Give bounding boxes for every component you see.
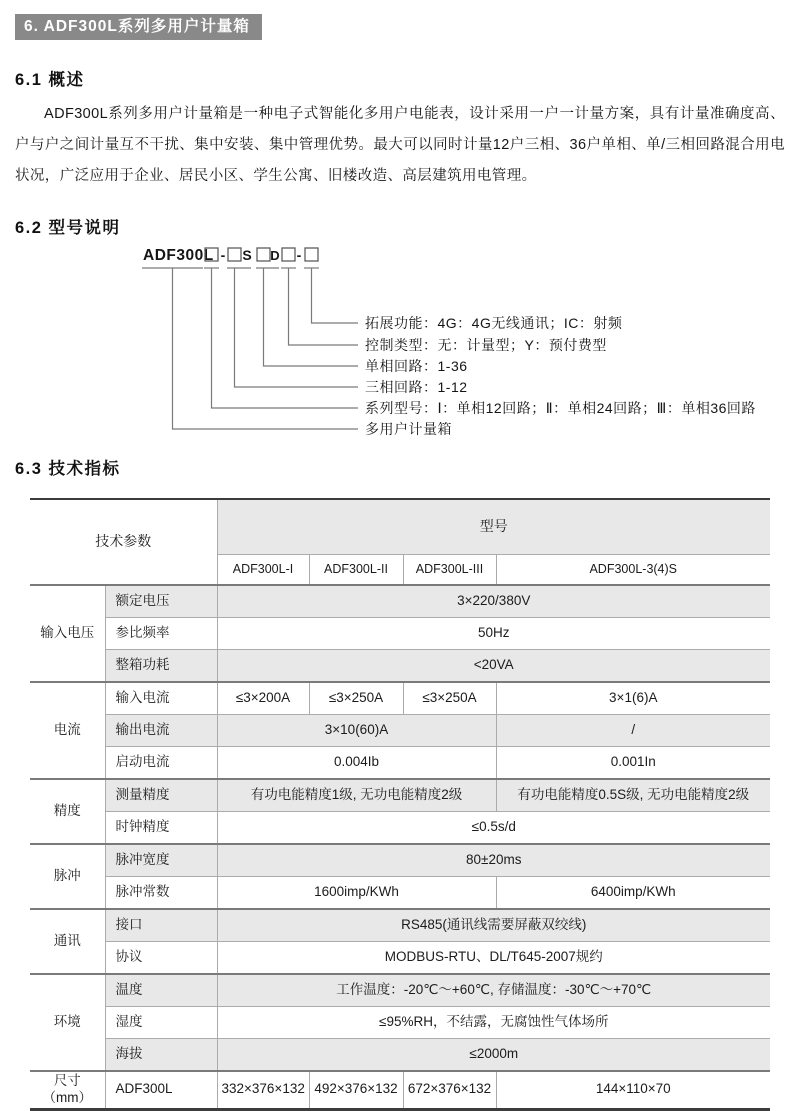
label-expansion-function: 拓展功能：4G：4G无线通讯；IC：射频 [365,315,623,332]
spec-value: 3×220/380V [217,585,770,618]
spec-value: 3×1(6)A [496,682,770,715]
spec-value: 1600imp/KWh [217,877,496,910]
spec-value: 有功电能精度1级, 无功电能精度2级 [217,779,496,812]
model-name-cell: ADF300L-3(4)S [496,555,770,586]
model-dash-1: - [220,247,226,264]
spec-value: / [496,715,770,747]
model-dash-2: - [296,247,302,264]
param-label: 测量精度 [105,779,217,812]
label-multi-user-box: 多用户计量箱 [365,421,452,438]
corner-header-cell: 技术参数 [30,499,217,585]
param-label: 海拔 [105,1039,217,1072]
table-header-row [30,499,770,555]
table-row [30,715,770,747]
model-placeholder-box-5 [305,248,318,261]
spec-value: ≤0.5s/d [217,812,770,845]
spec-table [30,498,770,1111]
param-label: 脉冲宽度 [105,844,217,877]
table-row [30,618,770,650]
model-letter-d: D [270,248,280,264]
label-three-phase-loops: 三相回路：1-12 [365,379,468,396]
model-placeholder-box-3 [257,248,270,261]
param-label: 输入电流 [105,682,217,715]
table-row [30,779,770,812]
spec-value: MODBUS-RTU、DL/T645-2007规约 [217,942,770,975]
param-label: 温度 [105,974,217,1007]
spec-value: <20VA [217,650,770,683]
section-banner: 6. ADF300L系列多用户计量箱 [15,14,262,40]
label-single-phase-loops: 单相回路：1-36 [365,358,468,375]
spec-value: 80±20ms [217,844,770,877]
model-name-cell: ADF300L-III [403,555,496,586]
model-header-cell: 型号 [217,499,770,555]
param-label: 接口 [105,909,217,942]
table-row [30,1007,770,1039]
table-row [30,747,770,780]
spec-value: 工作温度：-20℃～+60℃, 存储温度：-30℃～+70℃ [217,974,770,1007]
param-label: 协议 [105,942,217,975]
table-row [30,942,770,975]
spec-value: 有功电能精度0.5S级, 无功电能精度2级 [496,779,770,812]
table-row [30,1039,770,1072]
model-naming-diagram [15,241,785,443]
param-label: 时钟精度 [105,812,217,845]
param-label: ADF300L [105,1071,217,1109]
group-label: 环境 [30,974,105,1071]
param-label: 启动电流 [105,747,217,780]
spec-value: ≤3×200A [217,682,309,715]
spec-value: RS485(通讯线需要屏蔽双绞线) [217,909,770,942]
label-control-type: 控制类型：无：计量型；Y：预付费型 [365,337,607,354]
spec-value: 672×376×132 [403,1071,496,1109]
model-letter-s: S [242,247,252,264]
group-label: 输入电压 [30,585,105,682]
table-row [30,877,770,910]
param-label: 整箱功耗 [105,650,217,683]
table-row [30,1071,770,1109]
table-row [30,909,770,942]
overview-paragraph: ADF300L系列多用户计量箱是一种电子式智能化多用户电能表，设计采用一户一计量方案，具有计量准确度高、户与户之间计量互不干扰、集中安装、集中管理优势。最大可以同时计量12户三相、36户单相、单/三相回路混合用电状况，广泛应用于企业、居民小区、学生公寓、旧楼改造、高层建筑用电管理。 [15,106,785,185]
table-row [30,812,770,845]
spec-value: ≤3×250A [309,682,403,715]
model-placeholder-box-2 [228,248,241,261]
spec-value: 0.001In [496,747,770,780]
param-label: 湿度 [105,1007,217,1039]
table-row [30,974,770,1007]
heading-model-description: 6.2 型号说明 [15,219,121,238]
spec-value: 6400imp/KWh [496,877,770,910]
group-label: 电流 [30,682,105,779]
table-row [30,682,770,715]
spec-value: 332×376×132 [217,1071,309,1109]
heading-overview: 6.1 概述 [15,71,85,90]
spec-value: 0.004Ib [217,747,496,780]
model-name-cell: ADF300L-II [309,555,403,586]
spec-value: ≤2000m [217,1039,770,1072]
group-label: 通讯 [30,909,105,974]
label-series-model: 系列型号：Ⅰ：单相12回路；Ⅱ：单相24回路；Ⅲ：单相36回路 [365,400,756,417]
spec-value: 492×376×132 [309,1071,403,1109]
param-label: 输出电流 [105,715,217,747]
spec-value: 3×10(60)A [217,715,496,747]
table-row [30,844,770,877]
group-label: 脉冲 [30,844,105,909]
param-label: 额定电压 [105,585,217,618]
spec-value: ≤95%RH，不结露，无腐蚀性气体场所 [217,1007,770,1039]
spec-value: 144×110×70 [496,1071,770,1109]
diagram-labels [365,315,756,437]
param-label: 参比频率 [105,618,217,650]
model-prefix-text: ADF300L [143,247,214,265]
spec-value: ≤3×250A [403,682,496,715]
table-row [30,585,770,618]
model-name-cell: ADF300L-I [217,555,309,586]
diagram-connector-lines [173,268,359,429]
param-label: 脉冲常数 [105,877,217,910]
table-row [30,650,770,683]
spec-value: 50Hz [217,618,770,650]
group-label: 尺寸（mm） [30,1071,105,1109]
heading-tech-specs: 6.3 技术指标 [15,460,121,479]
group-label: 精度 [30,779,105,844]
model-placeholder-box-4 [282,248,295,261]
